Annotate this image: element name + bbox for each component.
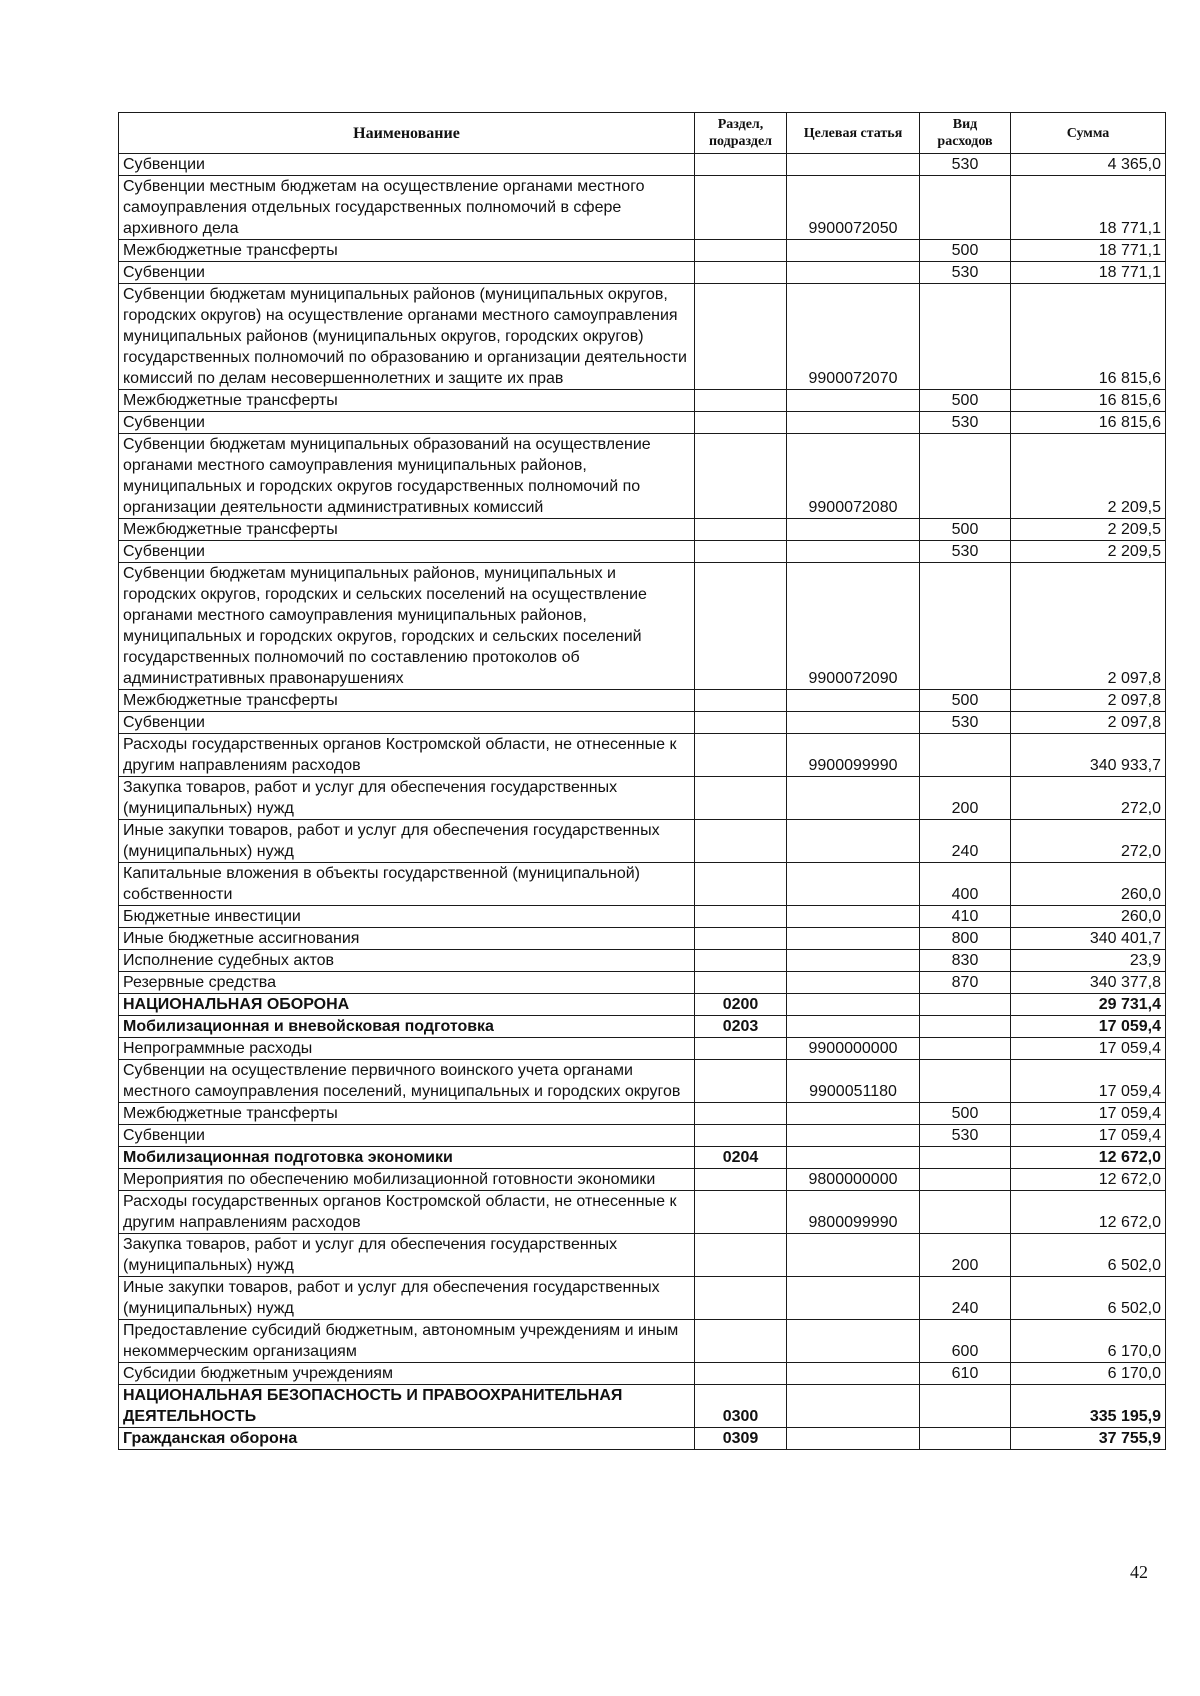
cell-target: 9900072070 bbox=[787, 284, 920, 390]
cell-kind bbox=[920, 1428, 1011, 1450]
cell-name: Резервные средства bbox=[119, 972, 695, 994]
cell-sum: 335 195,9 bbox=[1011, 1385, 1166, 1428]
cell-section: 0203 bbox=[695, 1016, 787, 1038]
cell-name: Субвенции местным бюджетам на осуществление органами местного самоуправления отдельных государственных полномочий в сфере архивного дела bbox=[119, 176, 695, 240]
cell-section bbox=[695, 390, 787, 412]
table-row bbox=[119, 1103, 1166, 1125]
cell-name: Субвенции бюджетам муниципальных районов (муниципальных округов, городских округов) на осуществление органами местного самоуправления муниципальных районов (муниципальных округов, городских округов) государственных полномочий по образованию и организации деятельности комиссий по делам несовершеннолетних и защите их прав bbox=[119, 284, 695, 390]
cell-kind: 200 bbox=[920, 777, 1011, 820]
table-row bbox=[119, 906, 1166, 928]
cell-target bbox=[787, 154, 920, 176]
cell-kind: 530 bbox=[920, 1125, 1011, 1147]
cell-target bbox=[787, 541, 920, 563]
cell-name: Мобилизационная подготовка экономики bbox=[119, 1147, 695, 1169]
cell-name: Межбюджетные трансферты bbox=[119, 690, 695, 712]
cell-section: 0204 bbox=[695, 1147, 787, 1169]
cell-kind: 200 bbox=[920, 1234, 1011, 1277]
cell-target: 9900000000 bbox=[787, 1038, 920, 1060]
cell-target bbox=[787, 994, 920, 1016]
table-row bbox=[119, 820, 1166, 863]
cell-section bbox=[695, 563, 787, 690]
cell-kind bbox=[920, 176, 1011, 240]
table-row bbox=[119, 1234, 1166, 1277]
cell-kind bbox=[920, 1191, 1011, 1234]
header-sum: Сумма bbox=[1011, 113, 1166, 154]
cell-sum: 340 377,8 bbox=[1011, 972, 1166, 994]
table-row bbox=[119, 734, 1166, 777]
cell-name: Субвенции бюджетам муниципальных образований на осуществление органами местного самоуправления муниципальных районов, муниципальных и городских округов государственных полномочий по организации деятельности административных комиссий bbox=[119, 434, 695, 519]
cell-target: 9900072050 bbox=[787, 176, 920, 240]
table-row bbox=[119, 412, 1166, 434]
cell-target bbox=[787, 950, 920, 972]
cell-name: Предоставление субсидий бюджетным, автономным учреждениям и иным некоммерческим организациям bbox=[119, 1320, 695, 1363]
table-row bbox=[119, 1191, 1166, 1234]
cell-target: 9900072090 bbox=[787, 563, 920, 690]
cell-kind bbox=[920, 994, 1011, 1016]
cell-target: 9800000000 bbox=[787, 1169, 920, 1191]
cell-sum: 260,0 bbox=[1011, 906, 1166, 928]
cell-sum: 37 755,9 bbox=[1011, 1428, 1166, 1450]
cell-section bbox=[695, 972, 787, 994]
cell-target bbox=[787, 390, 920, 412]
cell-section bbox=[695, 412, 787, 434]
cell-name: Субвенции bbox=[119, 262, 695, 284]
cell-sum: 2 209,5 bbox=[1011, 519, 1166, 541]
cell-kind: 530 bbox=[920, 712, 1011, 734]
cell-section bbox=[695, 950, 787, 972]
table-row bbox=[119, 1363, 1166, 1385]
cell-sum: 272,0 bbox=[1011, 777, 1166, 820]
table-row bbox=[119, 1385, 1166, 1428]
table-row bbox=[119, 154, 1166, 176]
cell-kind: 240 bbox=[920, 820, 1011, 863]
table-row bbox=[119, 176, 1166, 240]
budget-table bbox=[118, 112, 1166, 1450]
cell-kind: 600 bbox=[920, 1320, 1011, 1363]
cell-sum: 2 097,8 bbox=[1011, 712, 1166, 734]
cell-name: НАЦИОНАЛЬНАЯ БЕЗОПАСНОСТЬ И ПРАВООХРАНИТЕЛЬНАЯ ДЕЯТЕЛЬНОСТЬ bbox=[119, 1385, 695, 1428]
cell-section bbox=[695, 176, 787, 240]
cell-name: НАЦИОНАЛЬНАЯ ОБОРОНА bbox=[119, 994, 695, 1016]
cell-name: Субвенции bbox=[119, 412, 695, 434]
table-row bbox=[119, 777, 1166, 820]
table-row bbox=[119, 262, 1166, 284]
cell-sum: 2 209,5 bbox=[1011, 541, 1166, 563]
cell-name: Расходы государственных органов Костромской области, не отнесенные к другим направлениям расходов bbox=[119, 734, 695, 777]
cell-sum: 6 170,0 bbox=[1011, 1363, 1166, 1385]
cell-name: Мероприятия по обеспечению мобилизационной готовности экономики bbox=[119, 1169, 695, 1191]
cell-kind bbox=[920, 1385, 1011, 1428]
cell-section bbox=[695, 1038, 787, 1060]
table-row bbox=[119, 950, 1166, 972]
cell-kind bbox=[920, 284, 1011, 390]
table-row bbox=[119, 712, 1166, 734]
cell-sum: 2 209,5 bbox=[1011, 434, 1166, 519]
page-number: 42 bbox=[1130, 1562, 1148, 1582]
cell-section: 0200 bbox=[695, 994, 787, 1016]
cell-kind: 830 bbox=[920, 950, 1011, 972]
cell-sum: 340 401,7 bbox=[1011, 928, 1166, 950]
cell-target: 9800099990 bbox=[787, 1191, 920, 1234]
cell-target bbox=[787, 820, 920, 863]
table-row bbox=[119, 1125, 1166, 1147]
cell-section bbox=[695, 1060, 787, 1103]
cell-kind bbox=[920, 1016, 1011, 1038]
cell-kind: 500 bbox=[920, 690, 1011, 712]
cell-sum: 2 097,8 bbox=[1011, 690, 1166, 712]
cell-section bbox=[695, 1169, 787, 1191]
cell-section bbox=[695, 712, 787, 734]
cell-kind: 400 bbox=[920, 863, 1011, 906]
cell-name: Субвенции bbox=[119, 1125, 695, 1147]
table-row bbox=[119, 994, 1166, 1016]
cell-target: 9900099990 bbox=[787, 734, 920, 777]
cell-section bbox=[695, 1103, 787, 1125]
cell-target bbox=[787, 928, 920, 950]
cell-target: 9900072080 bbox=[787, 434, 920, 519]
table-row bbox=[119, 863, 1166, 906]
cell-target bbox=[787, 262, 920, 284]
cell-section bbox=[695, 262, 787, 284]
cell-section bbox=[695, 690, 787, 712]
cell-kind: 500 bbox=[920, 390, 1011, 412]
cell-section bbox=[695, 240, 787, 262]
cell-kind bbox=[920, 1038, 1011, 1060]
cell-kind: 610 bbox=[920, 1363, 1011, 1385]
cell-sum: 2 097,8 bbox=[1011, 563, 1166, 690]
cell-section: 0300 bbox=[695, 1385, 787, 1428]
cell-target bbox=[787, 1147, 920, 1169]
cell-kind: 530 bbox=[920, 541, 1011, 563]
cell-name: Закупка товаров, работ и услуг для обеспечения государственных (муниципальных) нужд bbox=[119, 1234, 695, 1277]
table-row bbox=[119, 390, 1166, 412]
cell-sum: 340 933,7 bbox=[1011, 734, 1166, 777]
cell-section bbox=[695, 1363, 787, 1385]
cell-target bbox=[787, 1428, 920, 1450]
cell-section bbox=[695, 863, 787, 906]
cell-target bbox=[787, 777, 920, 820]
cell-section bbox=[695, 906, 787, 928]
cell-sum: 6 170,0 bbox=[1011, 1320, 1166, 1363]
header-target: Целевая статья bbox=[787, 113, 920, 154]
cell-sum: 17 059,4 bbox=[1011, 1103, 1166, 1125]
cell-kind: 870 bbox=[920, 972, 1011, 994]
cell-name: Субвенции bbox=[119, 541, 695, 563]
cell-sum: 12 672,0 bbox=[1011, 1169, 1166, 1191]
cell-name: Межбюджетные трансферты bbox=[119, 240, 695, 262]
cell-section bbox=[695, 284, 787, 390]
table-row bbox=[119, 434, 1166, 519]
cell-name: Межбюджетные трансферты bbox=[119, 1103, 695, 1125]
cell-sum: 17 059,4 bbox=[1011, 1125, 1166, 1147]
cell-name: Субвенции бюджетам муниципальных районов, муниципальных и городских округов, городских и сельских поселений на осуществление органами местного самоуправления муниципальных районов, муниципальных и городских округов, городских и сельских поселений государственных полномочий по составлению протоколов об административных правонарушениях bbox=[119, 563, 695, 690]
table-row bbox=[119, 1277, 1166, 1320]
table-row bbox=[119, 284, 1166, 390]
cell-name: Расходы государственных органов Костромской области, не отнесенные к другим направлениям расходов bbox=[119, 1191, 695, 1234]
table-row bbox=[119, 1320, 1166, 1363]
cell-name: Субвенции bbox=[119, 154, 695, 176]
cell-sum: 17 059,4 bbox=[1011, 1038, 1166, 1060]
cell-kind: 530 bbox=[920, 262, 1011, 284]
cell-sum: 272,0 bbox=[1011, 820, 1166, 863]
cell-name: Субвенции bbox=[119, 712, 695, 734]
cell-sum: 12 672,0 bbox=[1011, 1191, 1166, 1234]
header-section: Раздел, подраздел bbox=[695, 113, 787, 154]
cell-kind: 530 bbox=[920, 154, 1011, 176]
table-row bbox=[119, 1428, 1166, 1450]
cell-kind bbox=[920, 563, 1011, 690]
cell-name: Мобилизационная и вневойсковая подготовка bbox=[119, 1016, 695, 1038]
cell-kind bbox=[920, 434, 1011, 519]
cell-sum: 260,0 bbox=[1011, 863, 1166, 906]
cell-kind bbox=[920, 1060, 1011, 1103]
table-row bbox=[119, 690, 1166, 712]
table-row bbox=[119, 519, 1166, 541]
cell-target bbox=[787, 1103, 920, 1125]
cell-section bbox=[695, 1191, 787, 1234]
cell-kind: 500 bbox=[920, 240, 1011, 262]
cell-name: Субвенции на осуществление первичного воинского учета органами местного самоуправления поселений, муниципальных и городских округов bbox=[119, 1060, 695, 1103]
cell-section bbox=[695, 154, 787, 176]
cell-name: Иные бюджетные ассигнования bbox=[119, 928, 695, 950]
cell-target bbox=[787, 906, 920, 928]
cell-sum: 12 672,0 bbox=[1011, 1147, 1166, 1169]
cell-section bbox=[695, 928, 787, 950]
cell-section bbox=[695, 541, 787, 563]
cell-target bbox=[787, 1125, 920, 1147]
cell-target bbox=[787, 1016, 920, 1038]
cell-target bbox=[787, 1234, 920, 1277]
cell-target bbox=[787, 519, 920, 541]
table-row bbox=[119, 1060, 1166, 1103]
cell-sum: 29 731,4 bbox=[1011, 994, 1166, 1016]
cell-sum: 6 502,0 bbox=[1011, 1277, 1166, 1320]
table-row bbox=[119, 1016, 1166, 1038]
cell-kind: 410 bbox=[920, 906, 1011, 928]
table-row bbox=[119, 1038, 1166, 1060]
cell-section bbox=[695, 734, 787, 777]
cell-name: Гражданская оборона bbox=[119, 1428, 695, 1450]
cell-target bbox=[787, 690, 920, 712]
cell-name: Иные закупки товаров, работ и услуг для обеспечения государственных (муниципальных) нужд bbox=[119, 820, 695, 863]
cell-kind: 800 bbox=[920, 928, 1011, 950]
cell-target bbox=[787, 1363, 920, 1385]
cell-sum: 16 815,6 bbox=[1011, 284, 1166, 390]
cell-target bbox=[787, 1385, 920, 1428]
cell-name: Межбюджетные трансферты bbox=[119, 519, 695, 541]
cell-kind bbox=[920, 734, 1011, 777]
table-row bbox=[119, 972, 1166, 994]
table-row bbox=[119, 928, 1166, 950]
cell-name: Иные закупки товаров, работ и услуг для обеспечения государственных (муниципальных) нужд bbox=[119, 1277, 695, 1320]
cell-section bbox=[695, 1277, 787, 1320]
cell-section bbox=[695, 519, 787, 541]
cell-target bbox=[787, 863, 920, 906]
cell-name: Капитальные вложения в объекты государственной (муниципальной) собственности bbox=[119, 863, 695, 906]
cell-name: Бюджетные инвестиции bbox=[119, 906, 695, 928]
cell-sum: 18 771,1 bbox=[1011, 176, 1166, 240]
cell-target bbox=[787, 972, 920, 994]
header-name: Наименование bbox=[119, 113, 695, 154]
cell-name: Субсидии бюджетным учреждениям bbox=[119, 1363, 695, 1385]
cell-target bbox=[787, 1320, 920, 1363]
cell-target bbox=[787, 412, 920, 434]
table-header-row bbox=[119, 113, 1166, 154]
cell-section bbox=[695, 1320, 787, 1363]
table-body bbox=[119, 154, 1166, 1450]
cell-kind bbox=[920, 1147, 1011, 1169]
cell-sum: 16 815,6 bbox=[1011, 412, 1166, 434]
cell-kind: 530 bbox=[920, 412, 1011, 434]
table-row bbox=[119, 1169, 1166, 1191]
cell-section bbox=[695, 1234, 787, 1277]
cell-target: 9900051180 bbox=[787, 1060, 920, 1103]
cell-name: Межбюджетные трансферты bbox=[119, 390, 695, 412]
cell-section bbox=[695, 777, 787, 820]
header-kind: Вид расходов bbox=[920, 113, 1011, 154]
cell-sum: 23,9 bbox=[1011, 950, 1166, 972]
cell-sum: 6 502,0 bbox=[1011, 1234, 1166, 1277]
table-row bbox=[119, 563, 1166, 690]
cell-kind: 500 bbox=[920, 519, 1011, 541]
cell-section: 0309 bbox=[695, 1428, 787, 1450]
cell-section bbox=[695, 434, 787, 519]
cell-kind: 240 bbox=[920, 1277, 1011, 1320]
cell-target bbox=[787, 240, 920, 262]
table-row bbox=[119, 541, 1166, 563]
table-row bbox=[119, 240, 1166, 262]
cell-sum: 17 059,4 bbox=[1011, 1016, 1166, 1038]
cell-sum: 16 815,6 bbox=[1011, 390, 1166, 412]
cell-sum: 18 771,1 bbox=[1011, 240, 1166, 262]
table-row bbox=[119, 1147, 1166, 1169]
cell-name: Исполнение судебных актов bbox=[119, 950, 695, 972]
cell-target bbox=[787, 1277, 920, 1320]
cell-sum: 17 059,4 bbox=[1011, 1060, 1166, 1103]
cell-kind bbox=[920, 1169, 1011, 1191]
cell-target bbox=[787, 712, 920, 734]
cell-kind: 500 bbox=[920, 1103, 1011, 1125]
cell-sum: 4 365,0 bbox=[1011, 154, 1166, 176]
cell-section bbox=[695, 820, 787, 863]
cell-name: Закупка товаров, работ и услуг для обеспечения государственных (муниципальных) нужд bbox=[119, 777, 695, 820]
cell-name: Непрограммные расходы bbox=[119, 1038, 695, 1060]
cell-section bbox=[695, 1125, 787, 1147]
cell-sum: 18 771,1 bbox=[1011, 262, 1166, 284]
